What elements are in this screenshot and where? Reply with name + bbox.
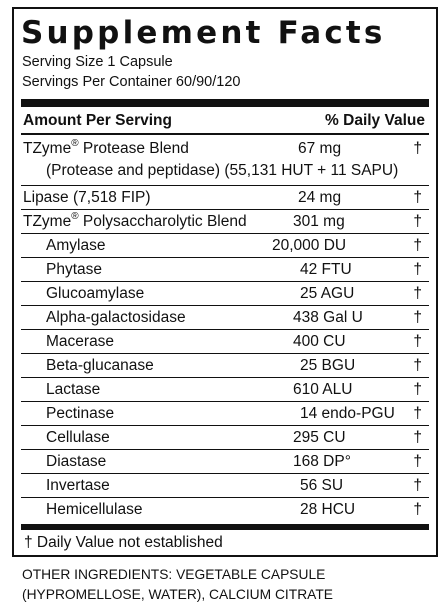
ingredient-amount: 14 endo-PGU bbox=[300, 405, 395, 422]
daily-value-mark: † bbox=[413, 405, 422, 422]
ingredient-row-pectinase bbox=[14, 402, 436, 426]
other-ingredients-line-2: (HYPROMELLOSE, WATER), CALCIUM CITRATE bbox=[22, 587, 333, 602]
ingredient-amount: 20,000 DU bbox=[272, 237, 347, 254]
ingredient-name: TZyme® Polysaccharolytic Blend bbox=[23, 210, 247, 230]
header-divider bbox=[21, 133, 429, 135]
ingredient-amount: 67 mg bbox=[298, 140, 342, 157]
daily-value-footnote: † Daily Value not established bbox=[24, 534, 223, 551]
ingredient-name: TZyme® Protease Blend bbox=[23, 137, 189, 157]
ingredient-row-alpha-galactosidase bbox=[14, 306, 436, 330]
ingredient-amount: 610 ALU bbox=[293, 381, 353, 398]
ingredient-name: Amylase bbox=[46, 237, 106, 254]
ingredient-name: Phytase bbox=[46, 261, 103, 278]
daily-value-header: % Daily Value bbox=[325, 112, 425, 129]
ingredient-name: Cellulase bbox=[46, 429, 110, 446]
ingredient-row-amylase bbox=[14, 234, 436, 258]
ingredient-name: Hemicellulase bbox=[46, 501, 143, 518]
ingredient-amount: 25 AGU bbox=[300, 285, 355, 302]
ingredient-amount: 24 mg bbox=[298, 189, 342, 206]
ingredient-row-lactase bbox=[14, 378, 436, 402]
daily-value-mark: † bbox=[413, 261, 422, 278]
daily-value-mark: † bbox=[413, 237, 422, 254]
daily-value-mark: † bbox=[413, 429, 422, 446]
ingredient-amount: 168 DP° bbox=[293, 453, 351, 470]
ingredient-row-phytase bbox=[14, 258, 436, 282]
ingredient-name: Pectinase bbox=[46, 405, 115, 422]
daily-value-mark: † bbox=[413, 309, 422, 326]
ingredient-amount: 301 mg bbox=[293, 213, 345, 230]
daily-value-mark: † bbox=[413, 333, 422, 350]
daily-value-mark: † bbox=[413, 477, 422, 494]
thick-divider-bottom bbox=[21, 524, 429, 530]
ingredient-amount: 42 FTU bbox=[300, 261, 352, 278]
ingredient-row-hemicellulase bbox=[14, 498, 436, 522]
ingredient-name: Beta-glucanase bbox=[46, 357, 154, 374]
amount-per-serving-header: Amount Per Serving bbox=[23, 112, 172, 129]
ingredient-amount: 295 CU bbox=[293, 429, 346, 446]
ingredient-row-beta-glucanase bbox=[14, 354, 436, 378]
daily-value-mark: † bbox=[413, 501, 422, 518]
ingredient-subline bbox=[14, 159, 436, 183]
ingredient-name: Lactase bbox=[46, 381, 101, 398]
ingredient-name: Macerase bbox=[46, 333, 115, 350]
ingredient-amount: 25 BGU bbox=[300, 357, 356, 374]
other-ingredients bbox=[22, 565, 333, 605]
daily-value-mark: † bbox=[413, 213, 422, 230]
ingredient-name: Lipase (7,518 FIP) bbox=[23, 189, 151, 206]
protease-blend-detail: (Protease and peptidase) (55,131 HUT + 11 SAPU) bbox=[46, 162, 399, 179]
ingredient-row-cellulase bbox=[14, 426, 436, 450]
daily-value-mark: † bbox=[413, 189, 422, 206]
ingredient-amount: 438 Gal U bbox=[293, 309, 363, 326]
ingredient-row-macerase bbox=[14, 330, 436, 354]
ingredient-amount: 56 SU bbox=[300, 477, 344, 494]
servings-per-container: Servings Per Container 60/90/120 bbox=[22, 74, 241, 90]
daily-value-mark: † bbox=[413, 357, 422, 374]
ingredient-name: Glucoamylase bbox=[46, 285, 145, 302]
daily-value-mark: † bbox=[413, 140, 422, 157]
daily-value-mark: † bbox=[413, 381, 422, 398]
thick-divider-top bbox=[21, 99, 429, 107]
ingredient-name: Invertase bbox=[46, 477, 110, 494]
ingredient-row-polysaccharolytic-blend bbox=[14, 210, 436, 234]
other-ingredients-line-1: OTHER INGREDIENTS: VEGETABLE CAPSULE bbox=[22, 567, 326, 582]
daily-value-mark: † bbox=[413, 453, 422, 470]
ingredient-row-protease-blend bbox=[14, 137, 436, 161]
ingredient-name: Alpha-galactosidase bbox=[46, 309, 186, 326]
ingredient-row-diastase bbox=[14, 450, 436, 474]
ingredient-name: Diastase bbox=[46, 453, 107, 470]
supplement-facts-panel bbox=[12, 7, 438, 557]
ingredient-row-lipase bbox=[14, 186, 436, 210]
ingredient-row-glucoamylase bbox=[14, 282, 436, 306]
panel-title: Supplement Facts bbox=[21, 15, 386, 51]
ingredient-amount: 400 CU bbox=[293, 333, 346, 350]
serving-size: Serving Size 1 Capsule bbox=[22, 54, 173, 70]
daily-value-mark: † bbox=[413, 285, 422, 302]
ingredient-amount: 28 HCU bbox=[300, 501, 356, 518]
ingredient-row-invertase bbox=[14, 474, 436, 498]
